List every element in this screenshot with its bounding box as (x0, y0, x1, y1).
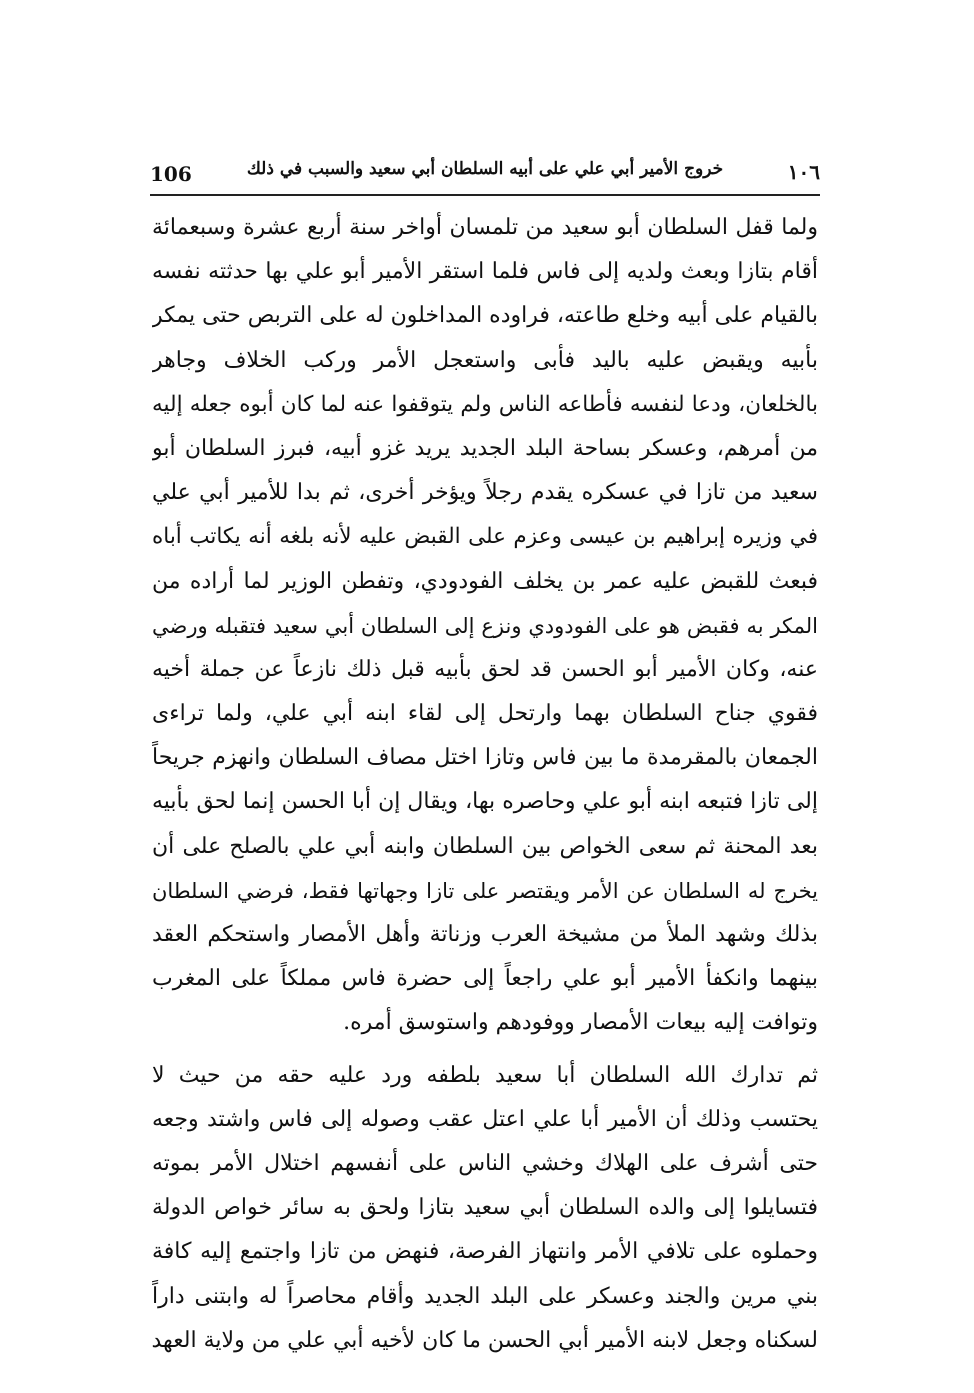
paragraph (152, 1054, 818, 1363)
text-line: لسكناه وجعل لابنه الأمير أبي الحسن ما كان لأخيه أبي علي من ولاية العهد (152, 1327, 818, 1353)
text-line: من أمرهم، وعسكر بساحة البلد الجديد يريد غزو أبيه، فبرز السلطان أبو (152, 435, 818, 461)
body-text (152, 206, 818, 1363)
page-number-arabic: ١٠٦ (787, 160, 820, 184)
running-title: خروج الأمير أبي علي على أبيه السلطان أبي سعيد والسبب في ذلك (246, 159, 724, 179)
page-number-latin: 106 (150, 162, 192, 186)
text-line: بعد المحنة ثم سعى الخواص بين السلطان وابنه أبي علي بالصلح على أن (152, 833, 818, 859)
running-header (150, 156, 820, 192)
text-line: بالقيام على أبيه وخلع طاعته، فراوده المداخلون له على التربص حتى يمكر (152, 303, 818, 329)
text-line: بأبيه ويقبض عليه باليد فأبى واستعجل الأمر وركب الخلاف وجاهر (152, 347, 818, 373)
text-line: ولما قفل السلطان أبو سعيد من تلمسان أواخر سنة أربع عشرة وسبعمائة (152, 215, 818, 240)
text-line: حتى أشرف على الهلاك وخشي الناس على أنفسهم اختلال الأمر بموته (152, 1150, 818, 1176)
text-line: الجمعان بالمقرمدة ما بين فاس وتازا اختل مصاف السلطان وانهزم جريحاً (152, 745, 818, 771)
text-line: بني مرين والجند وعسكر على البلد الجديد وأقام محاصراً له وابتنى داراً (152, 1283, 818, 1309)
text-line: عنه، وكان الأمير أبو الحسن قد لحق بأبيه قبل ذلك نازعاً عن جملة أخيه (152, 656, 818, 682)
text-line: يخرج له السلطان عن الأمر ويقتصر على تازا وجهاتها فقط، فرضي السلطان (152, 878, 818, 903)
text-line: ثم تدارك الله السلطان أبا سعيد بلطفه ورد عليه حقه من حيث لا (152, 1062, 818, 1088)
text-line: إلى تازا فتبعه ابنه أبو علي وحاصره بها، ويقال إن أبا الحسن إنما لحق بأبيه (152, 789, 818, 815)
text-line: فتسايلوا إلى والده السلطان أبي سعيد بتازا ولحق به سائر خواص الدولة (152, 1195, 818, 1221)
text-line: وتوافت إليه بيعات الأمصار ووفودهم واستوسق أمره. (343, 1010, 818, 1036)
text-line: بذلك وشهد الملأ من مشيخة العرب وزناتة وأهل الأمصار واستحكم العقد (152, 922, 818, 947)
text-line: فبعث للقبض عليه عمر بن يخلف الفودودي، وتفطن الوزير لما أراده من (152, 568, 818, 594)
text-line: بينهما وانكفأ الأمير أبو علي راجعاً إلى حضرة فاس مملكاً على المغرب (152, 966, 818, 992)
text-line: أقام بتازا وبعث ولديه إلى فاس فلما استقر الأمير أبو علي بها حدثته نفسه (152, 259, 818, 285)
header-rule (150, 194, 820, 196)
text-line: المكر به فقبض هو على الفودودي ونزع إلى السلطان أبي سعيد فتقبله ورضي (152, 613, 818, 638)
text-line: سعيد من تازا في عسكره يقدم رجلاً ويؤخر أخرى، ثم بدا للأمير أبي علي (152, 480, 818, 506)
paragraph-gap (152, 1046, 818, 1054)
text-line: فقوي جناح السلطان بهما وارتحل إلى لقاء ابنه أبي علي، ولما تراءى (152, 701, 818, 727)
text-line: يحتسب وذلك أن الأمير أبا علي اعتل عقب وصوله إلى فاس واشتد وجعه (152, 1106, 818, 1132)
paragraph (152, 206, 818, 1046)
text-line: وحملوه على تلافي الأمر وانتهاز الفرصة، فنهض من تازا واجتمع إليه كافة (152, 1239, 818, 1265)
text-line: بالخلعان، ودعا لنفسه فأطاعه الناس ولم يتوقفوا عنه لما كان أبوه جعله إليه (152, 391, 818, 417)
text-line: في وزيره إبراهيم بن عيسى وعزم على القبض عليه لأنه بلغه أنه يكاتب أباه (152, 524, 818, 550)
